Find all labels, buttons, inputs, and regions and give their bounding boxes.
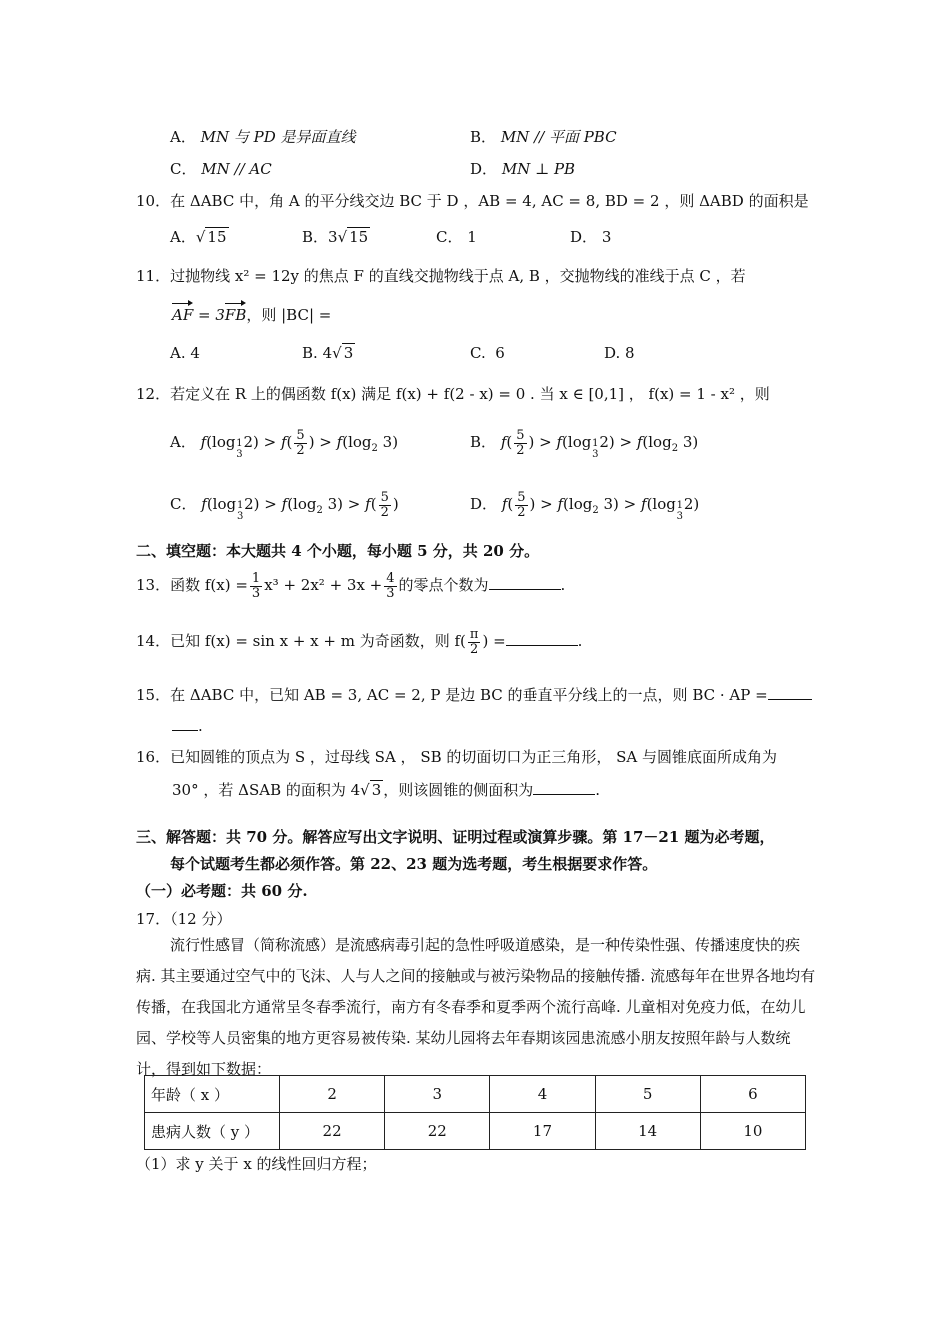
option-value: 6 — [495, 344, 505, 362]
formula-d: f — [501, 495, 508, 513]
section-3-subheading: （一）必考题：共 60 分. — [136, 882, 308, 900]
option-label: B． — [302, 228, 329, 246]
option-label: D． — [470, 160, 498, 178]
q12-stem — [136, 383, 770, 404]
option-label: A． — [170, 228, 196, 246]
table-row — [145, 1113, 806, 1150]
q13-stem: 13．函数 f(x) = $\frac{1}{3}$ x³ + 2x² + 3x + $\frac{4}{3}$ 的零点个数为 . — [136, 571, 566, 601]
option-label: B. — [302, 344, 318, 362]
section-2-heading: 二、填空题：本大题共 4 个小题，每小题 5 分，共 20 分。 — [136, 542, 540, 560]
option-text: MN ⊥ PB — [501, 160, 576, 178]
q10-option-a: A．√ 15 — [170, 228, 227, 246]
q13-text-mid: x³ + 2x² + 3x + — [264, 576, 383, 595]
question-number: 17． — [136, 910, 171, 928]
q9-option-d — [470, 158, 575, 179]
question-text: 过抛物线 x² = 12y 的焦点 F 的直线交抛物线于点 A, B ，交抛物线的准线于点 C ，若 — [170, 267, 746, 285]
table-cell: 6 — [700, 1076, 805, 1113]
q16-stem-line2: 30° ，若 ΔSAB 的面积为 4√ 3 ，则该圆锥的侧面积为 . — [172, 781, 601, 799]
q16-text-post: ，则该圆锥的侧面积为 — [383, 781, 534, 799]
frac-num: 1 — [251, 571, 261, 586]
option-label: C. — [470, 344, 486, 362]
q11-option-c — [470, 344, 505, 362]
formula-b: f — [500, 433, 507, 451]
frac-num: 4 — [386, 571, 395, 586]
option-text: MN // AC — [201, 160, 272, 178]
q10-option-d — [570, 226, 611, 247]
q16-text-pre: 30° ，若 ΔSAB 的面积为 4 — [172, 781, 361, 799]
vector-af: AF — [172, 306, 194, 324]
q17-part1: （1）求 y 关于 x 的线性回归方程； — [136, 1155, 377, 1173]
q11-option-d: D. 8 — [604, 344, 635, 362]
q17-paragraph: 流行性感冒（简称流感）是流感病毒引起的急性呼吸道感染，是一种传染性强、传播速度快的疾病. 其主要通过空气中的飞沫、人与人之间的接触或与被污染物品的接触传播. 流感每年在世界各地均有传播，在我国北方通常呈冬春季流行，南方有冬春季和夏季两个流行高峰. 儿童相对免疫力低，在幼儿园、学校等人员密集的地方更容易被传染. 某幼儿园将去年春期该园患流感小朋友按照年龄与人数统计，得到如下数据： — [136, 936, 816, 1078]
question-text: 在 ΔABC 中，已知 AB = 3, AC = 2, P 是边 BC 的垂直平分线上的一点，则 BC · AP = — [170, 686, 768, 704]
frac-den: 3 — [386, 585, 395, 601]
table-cell: 2 — [280, 1076, 385, 1113]
table-cell: 5 — [595, 1076, 700, 1113]
option-value: 3 — [343, 344, 354, 362]
q11-stem-line2 — [172, 304, 331, 325]
table-cell: 22 — [280, 1113, 385, 1150]
option-label: D． — [570, 228, 598, 246]
frac-num: π — [469, 627, 479, 642]
q12-option-c: C． f(log1 $32) > f(\log_2$ 3) > f( $\frac{5}{2}$ ) — [170, 489, 399, 522]
table-cell: 22 — [385, 1113, 490, 1150]
question-number: 11． — [136, 267, 171, 285]
q11-option-a: A. 4 — [170, 344, 200, 362]
data-table — [144, 1075, 806, 1150]
q14-text-post: ) = — [482, 632, 506, 651]
answer-blank[interactable] — [506, 631, 578, 646]
q15-stem-cont — [172, 716, 203, 735]
q12-option-b: B． f( $\frac{5}{2}$ ) > f(log1 $32) > f(\log_2$ 3) — [470, 427, 699, 460]
question-number: 10． — [136, 192, 171, 210]
option-label: C． — [170, 495, 197, 513]
q9-option-b — [470, 126, 617, 147]
option-label: D． — [470, 495, 498, 513]
q12-option-a: A． f(log1 32) > f( $\frac{5}{2}$ ) > $f(\log_2$ 3) — [170, 427, 399, 460]
option-text: MN 与 PD 是异面直线 — [200, 128, 356, 146]
q13-text-post: 的零点个数为 — [398, 576, 489, 595]
q11-stem-line1 — [136, 265, 746, 286]
option-label: C． — [170, 160, 197, 178]
q10-stem — [136, 190, 809, 211]
table-cell: 4 — [490, 1076, 595, 1113]
answer-blank[interactable] — [533, 780, 595, 795]
option-label: A． — [170, 433, 196, 451]
option-coef: 4 — [322, 344, 333, 362]
option-value: 15 — [207, 228, 227, 246]
question-number: 16． — [136, 748, 171, 766]
q17-header — [136, 908, 231, 929]
option-label: C． — [436, 228, 463, 246]
question-number: 12． — [136, 385, 171, 403]
q12-option-d: D． f( $\frac{5}{2}$ ) > $f(\log_2$ 3) > f(log1 32) — [470, 489, 700, 522]
option-text: MN // 平面 PBC — [500, 128, 617, 146]
option-value: 15 — [349, 228, 369, 246]
table-row — [145, 1076, 806, 1113]
q9-option-a — [170, 126, 356, 147]
equals: = 3 — [193, 306, 225, 324]
option-label: B． — [470, 433, 497, 451]
option-value: 1 — [467, 228, 477, 246]
q10-option-b: B．3√ 15 — [302, 228, 369, 246]
question-text: 在 ΔABC 中，角 A 的平分线交边 BC 于 D ，AB = 4, AC = 8, BD = 2 ，则 ΔABD 的面积是 — [170, 192, 809, 210]
option-value: 3 — [601, 228, 612, 246]
q13-text-pre: 函数 f(x) = — [170, 576, 248, 595]
frac-den: 2 — [470, 641, 479, 657]
answer-blank[interactable] — [489, 575, 561, 590]
period: . — [198, 717, 203, 735]
question-text: 已知圆锥的顶点为 S ，过母线 SA ， SB 的切面切口为正三角形， SA 与圆锥底面所成角为 — [170, 748, 778, 766]
question-number: 14． — [136, 632, 171, 651]
question-text: 若定义在 R 上的偶函数 f(x) 满足 f(x) + f(2 - x) = 0 . 当 x ∈ [0,1] ， f(x) = 1 - x² ，则 — [170, 385, 770, 403]
answer-blank-cont[interactable] — [172, 716, 198, 731]
table-cell: 3 — [385, 1076, 490, 1113]
row-label-patients: 患病人数（ y ） — [145, 1113, 280, 1150]
q16-stem-line1 — [136, 746, 777, 767]
option-label: A． — [170, 128, 196, 146]
answer-blank[interactable] — [768, 685, 812, 700]
table-cell: 17 — [490, 1113, 595, 1150]
q10-option-c — [436, 226, 477, 247]
section-3-heading-line2: 每个试题考生都必须作答。第 22、23 题为选考题，考生根据要求作答。 — [170, 855, 658, 873]
formula-a: f — [200, 433, 207, 451]
frac-den: 3 — [251, 585, 261, 601]
table-cell: 10 — [700, 1113, 805, 1150]
question-number: 13． — [136, 576, 171, 595]
q15-stem — [136, 684, 812, 705]
question-score: （12 分） — [170, 910, 232, 928]
formula-c: f — [201, 495, 207, 513]
table-cell: 14 — [595, 1113, 700, 1150]
section-3-heading-line1: 三、解答题：共 70 分。解答应写出文字说明、证明过程或演算步骤。第 17－21 题为必考题， — [136, 828, 775, 846]
q14-text-pre: 已知 f(x) = sin x + x + m 为奇函数，则 f( — [170, 632, 466, 651]
row-label-age: 年龄（ x ） — [145, 1076, 280, 1113]
sqrt-value: 3 — [371, 781, 382, 799]
question-number: 15． — [136, 686, 171, 704]
q11-option-b: B. 4√ 3 — [302, 344, 354, 362]
q9-option-c — [170, 158, 272, 179]
option-coef: 3 — [328, 228, 338, 246]
option-label: B． — [470, 128, 497, 146]
question-text: ，则 |BC| = — [246, 306, 332, 324]
vector-fb: FB — [224, 306, 247, 324]
q14-stem: 14．已知 f(x) = sin x + x + m 为奇函数，则 f( $\frac{\pi}{2}$ ) = . — [136, 627, 583, 657]
